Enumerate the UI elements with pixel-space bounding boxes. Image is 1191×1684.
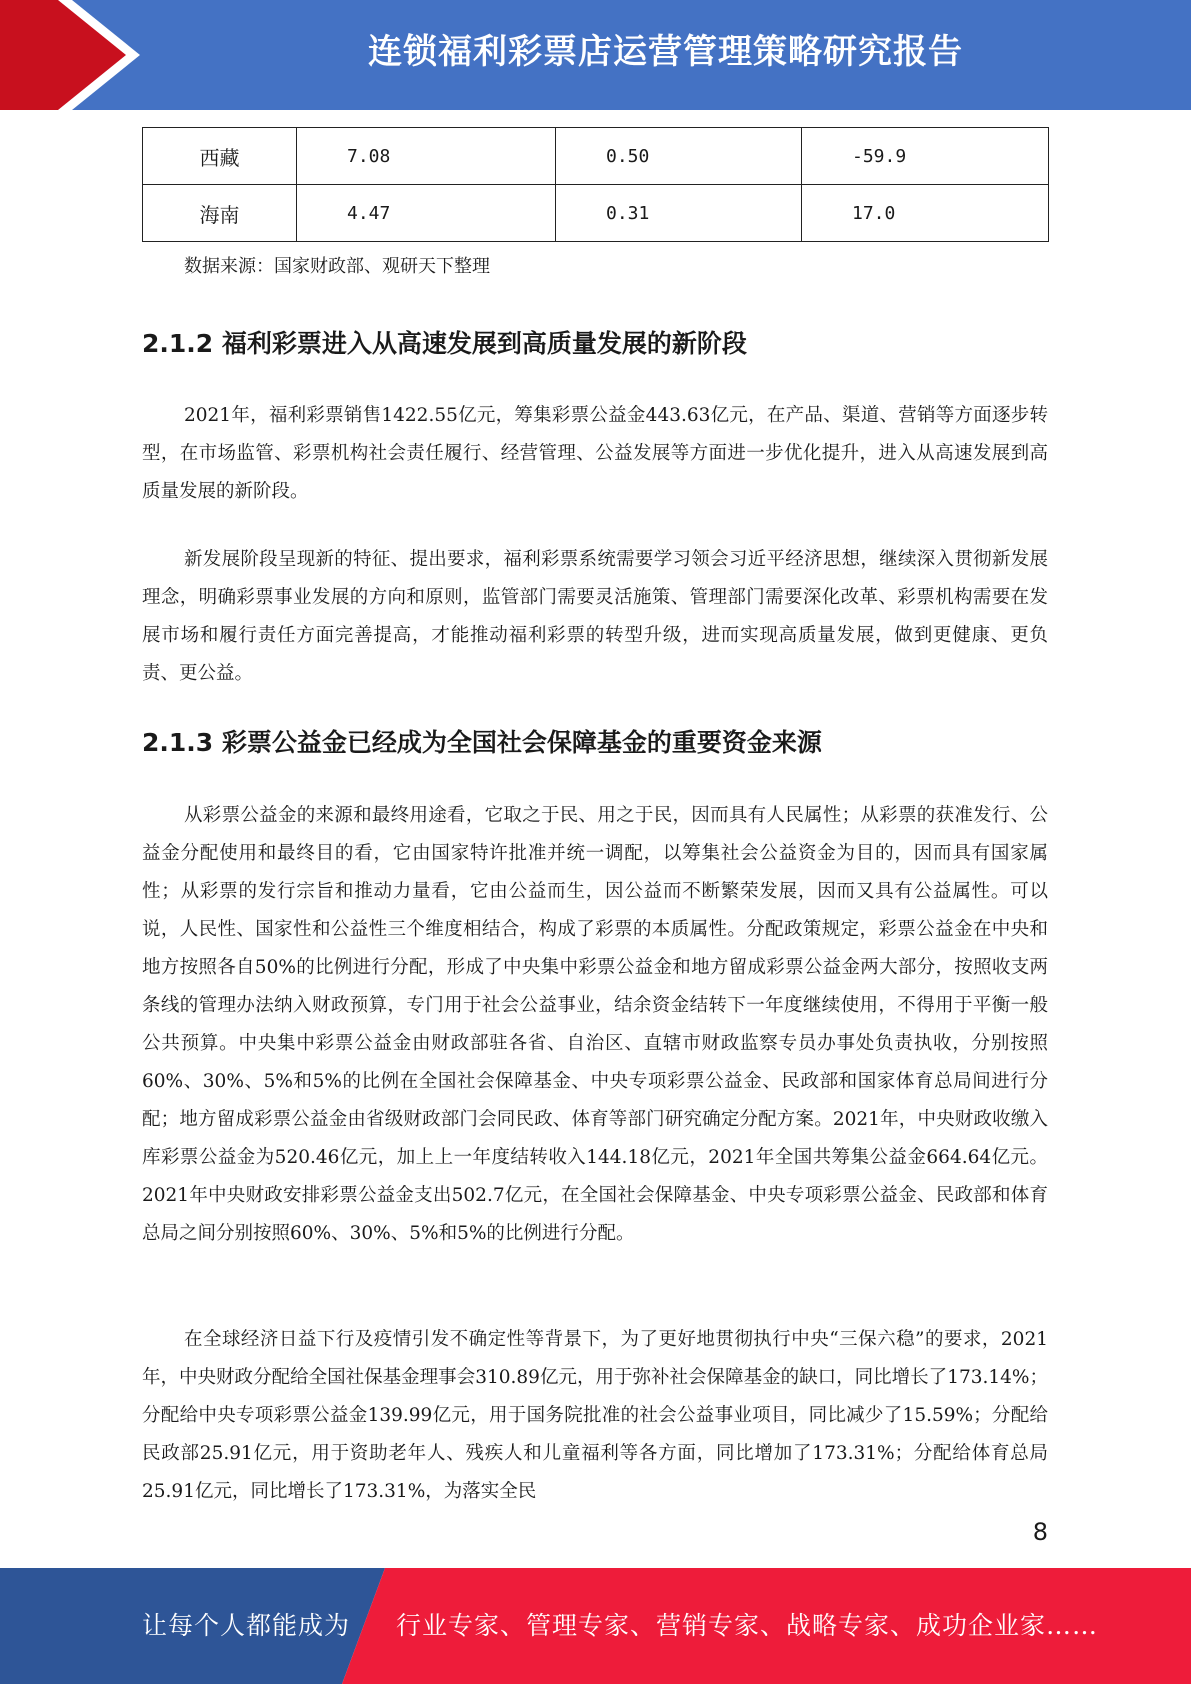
table-cell: -59.9 bbox=[802, 128, 1049, 185]
footer-slogan-right: 行业专家、管理专家、营销专家、战略专家、成功企业家…… bbox=[396, 1611, 1099, 1640]
body-paragraph: 新发展阶段呈现新的特征、提出要求，福利彩票系统需要学习领会习近平经济思想，继续深入贯彻新发展理念，明确彩票事业发展的方向和原则，监管部门需要灵活施策、管理部门需要深化改革、彩票机构需要在发展市场和履行责任方面完善提高，才能推动福利彩票的转型升级，进而实现高质量发展，做到更健康、更负责、更公益。 bbox=[142, 549, 1048, 684]
table-cell: 17.0 bbox=[802, 185, 1049, 242]
table-cell: 西藏 bbox=[143, 128, 297, 185]
header-bar bbox=[0, 0, 1191, 110]
table-row bbox=[143, 185, 1049, 242]
table-cell: 0.50 bbox=[556, 128, 802, 185]
page-content bbox=[142, 127, 1048, 1502]
header-arrow-icon bbox=[0, 0, 160, 110]
data-table bbox=[142, 127, 1049, 242]
table-cell: 4.47 bbox=[297, 185, 556, 242]
body-paragraph: 2021年，福利彩票销售1422.55亿元，筹集彩票公益金443.63亿元，在产品、渠道、营销等方面逐步转型，在市场监管、彩票机构社会责任履行、经营管理、公益发展等方面进一步优化提升，进入从高速发展到高质量发展的新阶段。 bbox=[142, 405, 1048, 502]
footer-banner bbox=[0, 1568, 1191, 1684]
document-title: 连锁福利彩票店运营管理策略研究报告 bbox=[368, 32, 963, 72]
page-number: 8 bbox=[1032, 1518, 1048, 1546]
section-heading: 2.1.2 福利彩票进入从高速发展到高质量发展的新阶段 bbox=[142, 329, 747, 358]
table-cell: 0.31 bbox=[556, 185, 802, 242]
table-row bbox=[143, 128, 1049, 185]
body-paragraph: 从彩票公益金的来源和最终用途看，它取之于民、用之于民，因而具有人民属性；从彩票的获准发行、公益金分配使用和最终目的看，它由国家特许批准并统一调配，以筹集社会公益资金为目的，因而具有国家属性；从彩票的发行宗旨和推动力量看，它由公益而生，因公益而不断繁荣发展，因而又具有公益属性。可以说，人民性、国家性和公益性三个维度相结合，构成了彩票的本质属性。分配政策规定，彩票公益金在中央和地方按照各自50%的比例进行分配，形成了中央集中彩票公益金和地方留成彩票公益金两大部分，按照收支两条线的管理办法纳入财政预算，专门用于社会公益事业，结余资金结转下一年度继续使用，不得用于平衡一般公共预算。中央集中彩票公益金由财政部驻各省、自治区、直辖市财政监察专员办事处负责执收，分别按照60%、30%、5%和5%的比例在全国社会保障基金、中央专项彩票公益金、民政部和国家体育总局间进行分配；地方留成彩票公益金由省级财政部门会同民政、体育等部门研究确定分配方案。2021年，中央财政收缴入库彩票公益金为520.46亿元，加上上一年度结转收入144.18亿元，2021年全国共筹集公益金664.64亿元。2021年中央财政安排彩票公益金支出502.7亿元，在全国社会保障基金、中央专项彩票公益金、民政部和体育总局之间分别按照60%、30%、5%和5%的比例进行分配。 bbox=[142, 805, 1048, 1244]
section-heading: 2.1.3 彩票公益金已经成为全国社会保障基金的重要资金来源 bbox=[142, 728, 822, 757]
table-cell: 7.08 bbox=[297, 128, 556, 185]
body-paragraph: 在全球经济日益下行及疫情引发不确定性等背景下，为了更好地贯彻执行中央“三保六稳”的要求，2021年，中央财政分配给全国社保基金理事会310.89亿元，用于弥补社会保障基金的缺口，同比增长了173.14%；分配给中央专项彩票公益金139.99亿元，用于国务院批准的社会公益事业项目，同比减少了15.59%；分配给民政部25.91亿元，用于资助老年人、残疾人和儿童福利等各方面，同比增加了173.31%；分配给体育总局25.91亿元，同比增长了173.31%，为落实全民 bbox=[142, 1329, 1048, 1502]
source-note: 数据来源：国家财政部、观研天下整理 bbox=[184, 256, 490, 277]
table-cell: 海南 bbox=[143, 185, 297, 242]
footer-slogan-left: 让每个人都能成为 bbox=[142, 1611, 351, 1640]
